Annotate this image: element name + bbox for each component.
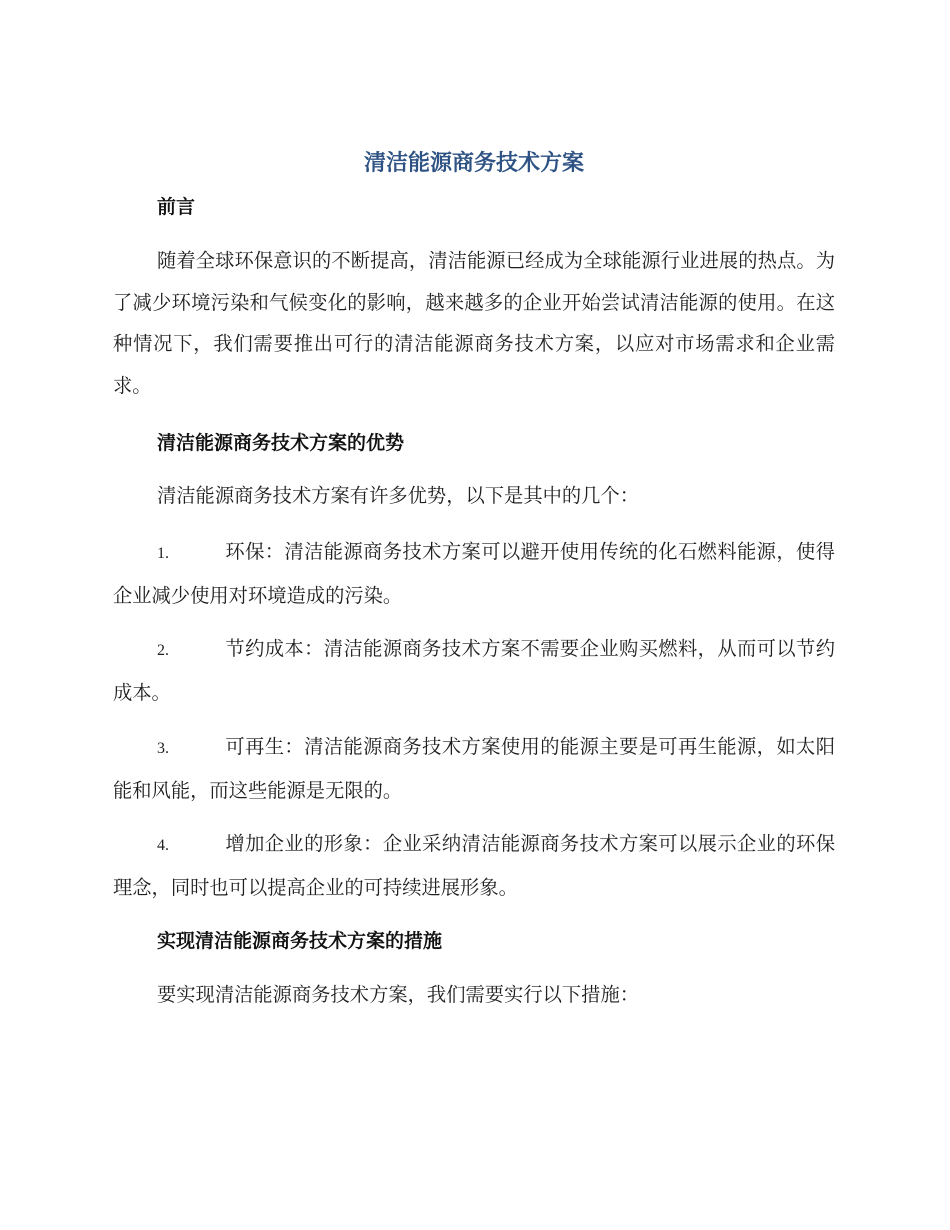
- list-item: [113, 531, 835, 617]
- list-text: 可再生：清洁能源商务技术方案使用的能源主要是可再生能源，如太阳能和风能，而这些能源是无限的。: [113, 735, 835, 802]
- list-item: [113, 823, 835, 909]
- list-number: 1.: [157, 545, 169, 562]
- list-number: 4.: [157, 837, 169, 854]
- list-number: 3.: [157, 740, 169, 757]
- advantages-intro: 清洁能源商务技术方案有许多优势，以下是其中的几个：: [157, 484, 640, 507]
- section-heading-advantages: 清洁能源商务技术方案的优势: [157, 432, 405, 454]
- measures-intro: 要实现清洁能源商务技术方案，我们需要实行以下措施：: [157, 983, 640, 1006]
- preface-paragraph: 随着全球环保意识的不断提高，清洁能源已经成为全球能源行业进展的热点。为了减少环境污染和气候变化的影响，越来越多的企业开始尝试清洁能源的使用。在这种情况下，我们需要推出可行的清洁能源商务技术方案，以应对市场需求和企业需求。: [113, 249, 835, 397]
- section-heading-preface: 前言: [157, 196, 196, 218]
- list-item: [113, 726, 835, 812]
- list-text: 节约成本：清洁能源商务技术方案不需要企业购买燃料，从而可以节约成本。: [113, 637, 835, 704]
- list-text: 环保：清洁能源商务技术方案可以避开使用传统的化石燃料能源，使得企业减少使用对环境造成的污染。: [113, 540, 835, 607]
- list-text: 增加企业的形象：企业采纳清洁能源商务技术方案可以展示企业的环保理念，同时也可以提高企业的可持续进展形象。: [113, 832, 835, 899]
- document-title: 清洁能源商务技术方案: [363, 151, 584, 176]
- list-item: [113, 628, 835, 714]
- section-heading-measures: 实现清洁能源商务技术方案的措施: [157, 930, 443, 952]
- list-number: 2.: [157, 642, 169, 659]
